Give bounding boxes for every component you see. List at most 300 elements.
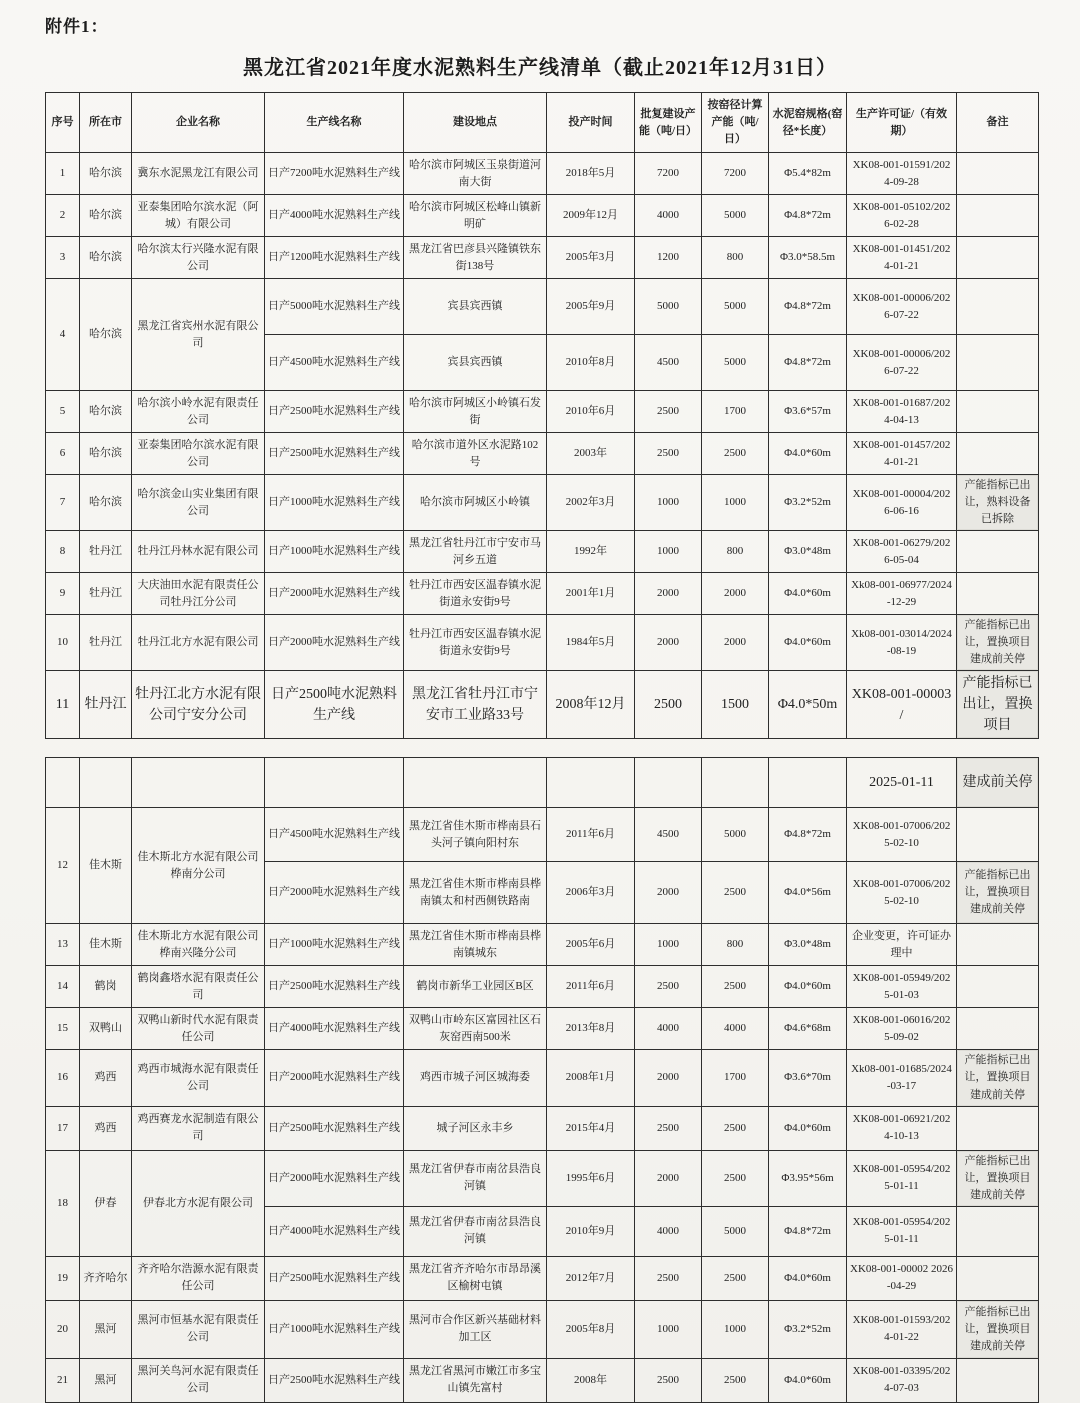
cell-license: XK08-001-01451/2024-01-21 [847, 237, 957, 279]
page-title: 黑龙江省2021年度水泥熟料生产线清单（截止2021年12月31日） [243, 57, 837, 79]
cell-remark [957, 237, 1039, 279]
table-row [46, 475, 1039, 531]
cell-date: 2012年7月 [547, 1256, 635, 1300]
header-cell-company: 企业名称 [132, 93, 265, 153]
cell-cap-calc: 5000 [702, 279, 769, 335]
cell-kiln-spec: Φ4.0*50m [769, 671, 847, 739]
cell-line: 日产2000吨水泥熟料生产线 [265, 1150, 404, 1206]
table-row [46, 433, 1039, 475]
cell-cap-calc: 5000 [702, 1206, 769, 1256]
cell-license: XK08-001-01591/2024-09-28 [847, 153, 957, 195]
cell-remark [957, 1206, 1039, 1256]
cell-license: XK08-001-05102/2026-02-28 [847, 195, 957, 237]
cell-cap-calc: 2500 [702, 862, 769, 924]
cell-license: Xk08-001-03014/2024-08-19 [847, 615, 957, 671]
cell-kiln-spec: Φ3.0*48m [769, 531, 847, 573]
cell-city: 黑河 [80, 1358, 132, 1402]
cell-site: 黑龙江省伊春市南岔县浩良河镇 [404, 1150, 547, 1206]
cell-city: 佳木斯 [80, 808, 132, 924]
cell-remark: 产能指标已出让，置换项目 [957, 671, 1039, 739]
cell-city: 哈尔滨 [80, 433, 132, 475]
cell-company: 双鸭山新时代水泥有限责任公司 [132, 1008, 265, 1050]
cell-license: XK08-001-00006/2026-07-22 [847, 335, 957, 391]
cell-kiln-spec: Φ4.8*72m [769, 1206, 847, 1256]
cell-date: 2001年1月 [547, 573, 635, 615]
cell-kiln-spec: Φ3.0*48m [769, 924, 847, 966]
cell-line: 日产1000吨水泥熟料生产线 [265, 1300, 404, 1358]
cell-cap-calc: 5000 [702, 335, 769, 391]
cell-no: 16 [46, 1050, 80, 1106]
cell-company: 哈尔滨金山实业集团有限公司 [132, 475, 265, 531]
cell-city: 牡丹江 [80, 615, 132, 671]
cell-kiln-spec: Φ4.0*56m [769, 862, 847, 924]
cell-date: 2011年6月 [547, 966, 635, 1008]
cell-line: 日产2000吨水泥熟料生产线 [265, 1050, 404, 1106]
cell-kiln-spec: Φ4.8*72m [769, 808, 847, 862]
table-row [46, 279, 1039, 335]
cell-license: XK08-001-07006/2025-02-10 [847, 808, 957, 862]
cell-remark [957, 966, 1039, 1008]
cell-site: 哈尔滨市阿城区玉泉街道河南大街 [404, 153, 547, 195]
cell-cap-approved [635, 758, 702, 808]
cell-date: 2008年1月 [547, 1050, 635, 1106]
cell-no: 10 [46, 615, 80, 671]
cell-cap-approved: 2500 [635, 966, 702, 1008]
cell-date [547, 758, 635, 808]
cell-license: XK08-001-01593/2024-01-22 [847, 1300, 957, 1358]
cell-company: 冀东水泥黑龙江有限公司 [132, 153, 265, 195]
cell-no: 18 [46, 1150, 80, 1256]
cell-kiln-spec: Φ4.0*60m [769, 966, 847, 1008]
header-cell-date: 投产时间 [547, 93, 635, 153]
cell-no: 3 [46, 237, 80, 279]
cell-cap-approved: 2000 [635, 1050, 702, 1106]
cell-kiln-spec: Φ3.2*52m [769, 1300, 847, 1358]
table-row [46, 966, 1039, 1008]
cell-cap-approved: 1200 [635, 237, 702, 279]
table-row [46, 1358, 1039, 1402]
cell-cap-calc: 1500 [702, 671, 769, 739]
cell-remark: 产能指标已出让，置换项目建成前关停 [957, 1150, 1039, 1206]
table-row [46, 1008, 1039, 1050]
cell-cap-approved: 1000 [635, 475, 702, 531]
cell-line: 日产2500吨水泥熟料生产线 [265, 1106, 404, 1150]
cell-license: XK08-001-00003 / [847, 671, 957, 739]
cell-line: 日产2000吨水泥熟料生产线 [265, 615, 404, 671]
cell-cap-calc: 2000 [702, 615, 769, 671]
cell-remark [957, 391, 1039, 433]
table-row [46, 237, 1039, 279]
cell-date: 2013年8月 [547, 1008, 635, 1050]
cell-city: 哈尔滨 [80, 279, 132, 391]
cell-cap-approved: 2500 [635, 1256, 702, 1300]
production-table-part1 [45, 92, 1039, 739]
cell-remark [957, 1358, 1039, 1402]
cell-cap-calc: 2500 [702, 1256, 769, 1300]
cell-date: 2010年6月 [547, 391, 635, 433]
cell-no: 6 [46, 433, 80, 475]
cell-license: XK08-001-03395/2024-07-03 [847, 1358, 957, 1402]
cell-date: 1984年5月 [547, 615, 635, 671]
cell-remark: 产能指标已出让，置换项目建成前关停 [957, 1050, 1039, 1106]
cell-city: 伊春 [80, 1150, 132, 1256]
cell-kiln-spec: Φ4.0*60m [769, 1256, 847, 1300]
cell-kiln-spec [769, 758, 847, 808]
table-row [46, 1106, 1039, 1150]
cell-cap-approved: 4500 [635, 335, 702, 391]
cell-cap-calc: 2500 [702, 1150, 769, 1206]
header-cell-remark: 备注 [957, 93, 1039, 153]
cell-city: 鸡西 [80, 1050, 132, 1106]
cell-line: 日产4500吨水泥熟料生产线 [265, 808, 404, 862]
cell-site: 牡丹江市西安区温春镇水泥街道永安街9号 [404, 573, 547, 615]
cell-date: 2002年3月 [547, 475, 635, 531]
cell-license: XK08-001-05954/2025-01-11 [847, 1150, 957, 1206]
cell-license: XK08-001-00004/2026-06-16 [847, 475, 957, 531]
cell-company: 鸡西赛龙水泥制造有限公司 [132, 1106, 265, 1150]
cell-license: XK08-001-05949/2025-01-03 [847, 966, 957, 1008]
cell-no: 19 [46, 1256, 80, 1300]
cell-remark [957, 1106, 1039, 1150]
cell-site: 哈尔滨市阿城区小岭镇 [404, 475, 547, 531]
cell-cap-approved: 4000 [635, 1008, 702, 1050]
cell-cap-approved: 1000 [635, 924, 702, 966]
cell-city: 哈尔滨 [80, 475, 132, 531]
cell-line: 日产1200吨水泥熟料生产线 [265, 237, 404, 279]
cell-company: 哈尔滨小岭水泥有限责任公司 [132, 391, 265, 433]
cell-no: 13 [46, 924, 80, 966]
cell-cap-approved: 1000 [635, 1300, 702, 1358]
cell-kiln-spec: Φ4.8*72m [769, 195, 847, 237]
cell-cap-approved: 4000 [635, 195, 702, 237]
cell-site: 牡丹江市西安区温春镇水泥街道永安街9号 [404, 615, 547, 671]
cell-kiln-spec: Φ4.8*72m [769, 279, 847, 335]
cell-license: XK08-001-00002 2026-04-29 [847, 1256, 957, 1300]
cell-company [132, 758, 265, 808]
cell-kiln-spec: Φ4.0*60m [769, 1106, 847, 1150]
cell-no: 15 [46, 1008, 80, 1050]
cell-site [404, 758, 547, 808]
cell-remark: 产能指标已出让，置换项目建成前关停 [957, 862, 1039, 924]
cell-line [265, 758, 404, 808]
cell-remark: 产能指标已出让，置换项目建成前关停 [957, 1300, 1039, 1358]
cell-cap-approved: 2000 [635, 1150, 702, 1206]
cell-cap-approved: 2500 [635, 671, 702, 739]
cell-date: 2005年8月 [547, 1300, 635, 1358]
cell-license: Xk08-001-06977/2024-12-29 [847, 573, 957, 615]
cell-no: 8 [46, 531, 80, 573]
table-row [46, 153, 1039, 195]
cell-line: 日产5000吨水泥熟料生产线 [265, 279, 404, 335]
cell-license: XK08-001-06921/2024-10-13 [847, 1106, 957, 1150]
table-row [46, 615, 1039, 671]
cell-site: 黑龙江省伊春市南岔县浩良河镇 [404, 1206, 547, 1256]
cell-site: 黑龙江省齐齐哈尔市昂昂溪区榆树屯镇 [404, 1256, 547, 1300]
cell-date: 2008年12月 [547, 671, 635, 739]
table-row [46, 808, 1039, 862]
cell-remark [957, 573, 1039, 615]
cell-cap-approved: 2000 [635, 573, 702, 615]
cell-line: 日产4000吨水泥熟料生产线 [265, 1206, 404, 1256]
cell-city: 佳木斯 [80, 924, 132, 966]
cell-company: 鸡西市城海水泥有限责任公司 [132, 1050, 265, 1106]
cell-city: 鸡西 [80, 1106, 132, 1150]
attachment-label: 附件1： [45, 17, 109, 36]
cell-cap-approved: 2500 [635, 433, 702, 475]
cell-kiln-spec: Φ5.4*82m [769, 153, 847, 195]
cell-city: 黑河 [80, 1300, 132, 1358]
cell-date: 2005年9月 [547, 279, 635, 335]
cell-date: 1995年6月 [547, 1150, 635, 1206]
cell-city: 哈尔滨 [80, 391, 132, 433]
cell-cap-calc: 4000 [702, 1008, 769, 1050]
header-cell-cap-calc: 按窑径计算产能（吨/日） [702, 93, 769, 153]
header-cell-city: 所在市 [80, 93, 132, 153]
cell-no: 21 [46, 1358, 80, 1402]
header-cell-kiln-spec: 水泥窑规格(窑径*长度） [769, 93, 847, 153]
header-cell-cap-approved: 批复建设产能（吨/日） [635, 93, 702, 153]
cell-remark [957, 195, 1039, 237]
table-row [46, 531, 1039, 573]
cell-cap-approved: 1000 [635, 531, 702, 573]
cell-date: 2006年3月 [547, 862, 635, 924]
cell-no: 5 [46, 391, 80, 433]
table-row [46, 573, 1039, 615]
header-row [46, 93, 1039, 153]
cell-kiln-spec: Φ3.95*56m [769, 1150, 847, 1206]
cell-site: 黑龙江省牡丹江市宁安市马河乡五道 [404, 531, 547, 573]
cell-cap-approved: 4000 [635, 1206, 702, 1256]
cell-site: 鸡西市城子河区城海委 [404, 1050, 547, 1106]
cell-cap-calc: 5000 [702, 195, 769, 237]
cell-line: 日产7200吨水泥熟料生产线 [265, 153, 404, 195]
cell-line: 日产1000吨水泥熟料生产线 [265, 475, 404, 531]
cell-cap-approved: 2000 [635, 862, 702, 924]
cell-remark [957, 808, 1039, 862]
cell-date: 2010年9月 [547, 1206, 635, 1256]
cell-site: 哈尔滨市阿城区松峰山镇新明矿 [404, 195, 547, 237]
cell-site: 黑龙江省佳木斯市桦南县石头河子镇向阳村东 [404, 808, 547, 862]
table-row [46, 1050, 1039, 1106]
cell-company: 齐齐哈尔浩源水泥有限责任公司 [132, 1256, 265, 1300]
cell-city: 牡丹江 [80, 531, 132, 573]
cell-cap-calc: 2500 [702, 433, 769, 475]
cell-license: XK08-001-06279/2026-05-04 [847, 531, 957, 573]
cell-company: 鹤岗鑫塔水泥有限责任公司 [132, 966, 265, 1008]
cell-license: XK08-001-00006/2026-07-22 [847, 279, 957, 335]
table-row [46, 195, 1039, 237]
cell-site: 黑龙江省黑河市嫩江市多宝山镇先富村 [404, 1358, 547, 1402]
cell-site: 双鸭山市岭东区富园社区石灰窑西南500米 [404, 1008, 547, 1050]
cell-line: 日产1000吨水泥熟料生产线 [265, 924, 404, 966]
cell-license: XK08-001-06016/2025-09-02 [847, 1008, 957, 1050]
cell-company: 佳木斯北方水泥有限公司桦南分公司 [132, 808, 265, 924]
cell-no: 12 [46, 808, 80, 924]
cell-date: 2018年5月 [547, 153, 635, 195]
table-row [46, 1150, 1039, 1206]
cell-company: 亚泰集团哈尔滨水泥有限公司 [132, 433, 265, 475]
cell-cap-calc: 2500 [702, 1106, 769, 1150]
cell-line: 日产2000吨水泥熟料生产线 [265, 573, 404, 615]
cell-remark [957, 1008, 1039, 1050]
cell-cap-approved: 2500 [635, 1358, 702, 1402]
cell-remark [957, 153, 1039, 195]
cell-no: 1 [46, 153, 80, 195]
cell-company: 佳木斯北方水泥有限公司桦南兴隆分公司 [132, 924, 265, 966]
cell-kiln-spec: Φ4.0*60m [769, 1358, 847, 1402]
cell-cap-calc: 2000 [702, 573, 769, 615]
cell-remark [957, 1256, 1039, 1300]
cell-no [46, 758, 80, 808]
cell-remark [957, 279, 1039, 335]
cell-line: 日产2500吨水泥熟料生产线 [265, 433, 404, 475]
cell-company: 大庆油田水泥有限责任公司牡丹江分公司 [132, 573, 265, 615]
header-cell-license: 生产许可证/（有效期） [847, 93, 957, 153]
cell-company: 伊春北方水泥有限公司 [132, 1150, 265, 1256]
cell-city [80, 758, 132, 808]
cell-company: 亚泰集团哈尔滨水泥（阿城）有限公司 [132, 195, 265, 237]
page-break-gap [0, 739, 1080, 757]
cell-line: 日产1000吨水泥熟料生产线 [265, 531, 404, 573]
cell-date: 2010年8月 [547, 335, 635, 391]
cell-no: 2 [46, 195, 80, 237]
cell-kiln-spec: Φ4.6*68m [769, 1008, 847, 1050]
cell-date: 2008年 [547, 1358, 635, 1402]
cell-site: 哈尔滨市道外区水泥路102号 [404, 433, 547, 475]
cell-company: 黑河市恒基水泥有限责任公司 [132, 1300, 265, 1358]
table-row [46, 1300, 1039, 1358]
cell-company: 黑龙江省宾州水泥有限公司 [132, 279, 265, 391]
cell-city: 哈尔滨 [80, 237, 132, 279]
header-cell-no: 序号 [46, 93, 80, 153]
cell-line: 日产2500吨水泥熟料生产线 [265, 391, 404, 433]
cell-cap-calc: 800 [702, 531, 769, 573]
cell-cap-approved: 4500 [635, 808, 702, 862]
cell-date: 2009年12月 [547, 195, 635, 237]
cell-city: 牡丹江 [80, 573, 132, 615]
cell-date: 2011年6月 [547, 808, 635, 862]
cell-site: 宾县宾西镇 [404, 335, 547, 391]
cell-date: 2005年3月 [547, 237, 635, 279]
cell-line: 日产2500吨水泥熟料生产线 [265, 671, 404, 739]
cell-city: 牡丹江 [80, 671, 132, 739]
cell-cap-calc: 2500 [702, 966, 769, 1008]
cell-license: XK08-001-05954/2025-01-11 [847, 1206, 957, 1256]
cell-cap-approved: 7200 [635, 153, 702, 195]
cell-license: XK08-001-01687/2024-04-13 [847, 391, 957, 433]
cell-line: 日产4000吨水泥熟料生产线 [265, 195, 404, 237]
header-cell-site: 建设地点 [404, 93, 547, 153]
cell-site: 城子河区永丰乡 [404, 1106, 547, 1150]
cell-company: 牡丹江北方水泥有限公司 [132, 615, 265, 671]
cell-site: 黑龙江省巴彦县兴隆镇铁东街138号 [404, 237, 547, 279]
cell-city: 哈尔滨 [80, 153, 132, 195]
cell-remark: 建成前关停 [957, 758, 1039, 808]
production-table-part2 [45, 757, 1039, 1402]
cell-cap-calc [702, 758, 769, 808]
cell-site: 黑龙江省佳木斯市桦南县桦南镇太和村西侧铁路南 [404, 862, 547, 924]
cell-license: XK08-001-01457/2024-01-21 [847, 433, 957, 475]
cell-site: 宾县宾西镇 [404, 279, 547, 335]
cell-remark [957, 335, 1039, 391]
cell-cap-approved: 5000 [635, 279, 702, 335]
cell-line: 日产2500吨水泥熟料生产线 [265, 1256, 404, 1300]
cell-city: 哈尔滨 [80, 195, 132, 237]
cell-cap-calc: 5000 [702, 808, 769, 862]
cell-kiln-spec: Φ4.0*60m [769, 433, 847, 475]
cell-cap-calc: 800 [702, 237, 769, 279]
cell-line: 日产4500吨水泥熟料生产线 [265, 335, 404, 391]
cell-site: 黑河市合作区新兴基础材料加工区 [404, 1300, 547, 1358]
cell-remark: 产能指标已出让，置换项目建成前关停 [957, 615, 1039, 671]
cell-kiln-spec: Φ4.0*60m [769, 615, 847, 671]
table-row [46, 671, 1039, 739]
cell-company: 哈尔滨太行兴隆水泥有限公司 [132, 237, 265, 279]
cell-kiln-spec: Φ3.2*52m [769, 475, 847, 531]
cell-no: 20 [46, 1300, 80, 1358]
cell-cap-approved: 2500 [635, 1106, 702, 1150]
cell-kiln-spec: Φ3.0*58.5m [769, 237, 847, 279]
header-cell-line: 生产线名称 [265, 93, 404, 153]
cell-cap-calc: 800 [702, 924, 769, 966]
cell-site: 黑龙江省牡丹江市宁安市工业路33号 [404, 671, 547, 739]
cell-cap-calc: 1000 [702, 1300, 769, 1358]
cell-date: 2005年6月 [547, 924, 635, 966]
cell-no: 14 [46, 966, 80, 1008]
table-row-continuation [46, 758, 1039, 808]
cell-license: XK08-001-07006/2025-02-10 [847, 862, 957, 924]
cell-remark [957, 433, 1039, 475]
table-row [46, 391, 1039, 433]
cell-line: 日产4000吨水泥熟料生产线 [265, 1008, 404, 1050]
cell-cap-approved: 2000 [635, 615, 702, 671]
cell-no: 4 [46, 279, 80, 391]
table-row [46, 924, 1039, 966]
cell-cap-calc: 1700 [702, 1050, 769, 1106]
cell-license: 2025-01-11 [847, 758, 957, 808]
cell-no: 9 [46, 573, 80, 615]
cell-company: 黑河关鸟河水泥有限责任公司 [132, 1358, 265, 1402]
cell-site: 哈尔滨市阿城区小岭镇石发街 [404, 391, 547, 433]
cell-no: 11 [46, 671, 80, 739]
cell-license: Xk08-001-01685/2024-03-17 [847, 1050, 957, 1106]
cell-company: 牡丹江北方水泥有限公司宁安分公司 [132, 671, 265, 739]
cell-cap-calc: 7200 [702, 153, 769, 195]
cell-cap-approved: 2500 [635, 391, 702, 433]
cell-date: 2015年4月 [547, 1106, 635, 1150]
cell-date: 1992年 [547, 531, 635, 573]
cell-site: 黑龙江省佳木斯市桦南县桦南镇城东 [404, 924, 547, 966]
cell-site: 鹤岗市新华工业园区B区 [404, 966, 547, 1008]
cell-kiln-spec: Φ4.0*60m [769, 573, 847, 615]
cell-date: 2003年 [547, 433, 635, 475]
table-row [46, 1256, 1039, 1300]
cell-license: 企业变更，许可证办理中 [847, 924, 957, 966]
cell-kiln-spec: Φ3.6*70m [769, 1050, 847, 1106]
cell-no: 7 [46, 475, 80, 531]
cell-city: 齐齐哈尔 [80, 1256, 132, 1300]
cell-line: 日产2000吨水泥熟料生产线 [265, 862, 404, 924]
cell-remark [957, 924, 1039, 966]
cell-line: 日产2500吨水泥熟料生产线 [265, 1358, 404, 1402]
cell-company: 牡丹江丹林水泥有限公司 [132, 531, 265, 573]
cell-cap-calc: 1000 [702, 475, 769, 531]
cell-remark [957, 531, 1039, 573]
cell-city: 鹤岗 [80, 966, 132, 1008]
cell-cap-calc: 1700 [702, 391, 769, 433]
cell-remark: 产能指标已出让，熟料设备已拆除 [957, 475, 1039, 531]
cell-kiln-spec: Φ4.8*72m [769, 335, 847, 391]
